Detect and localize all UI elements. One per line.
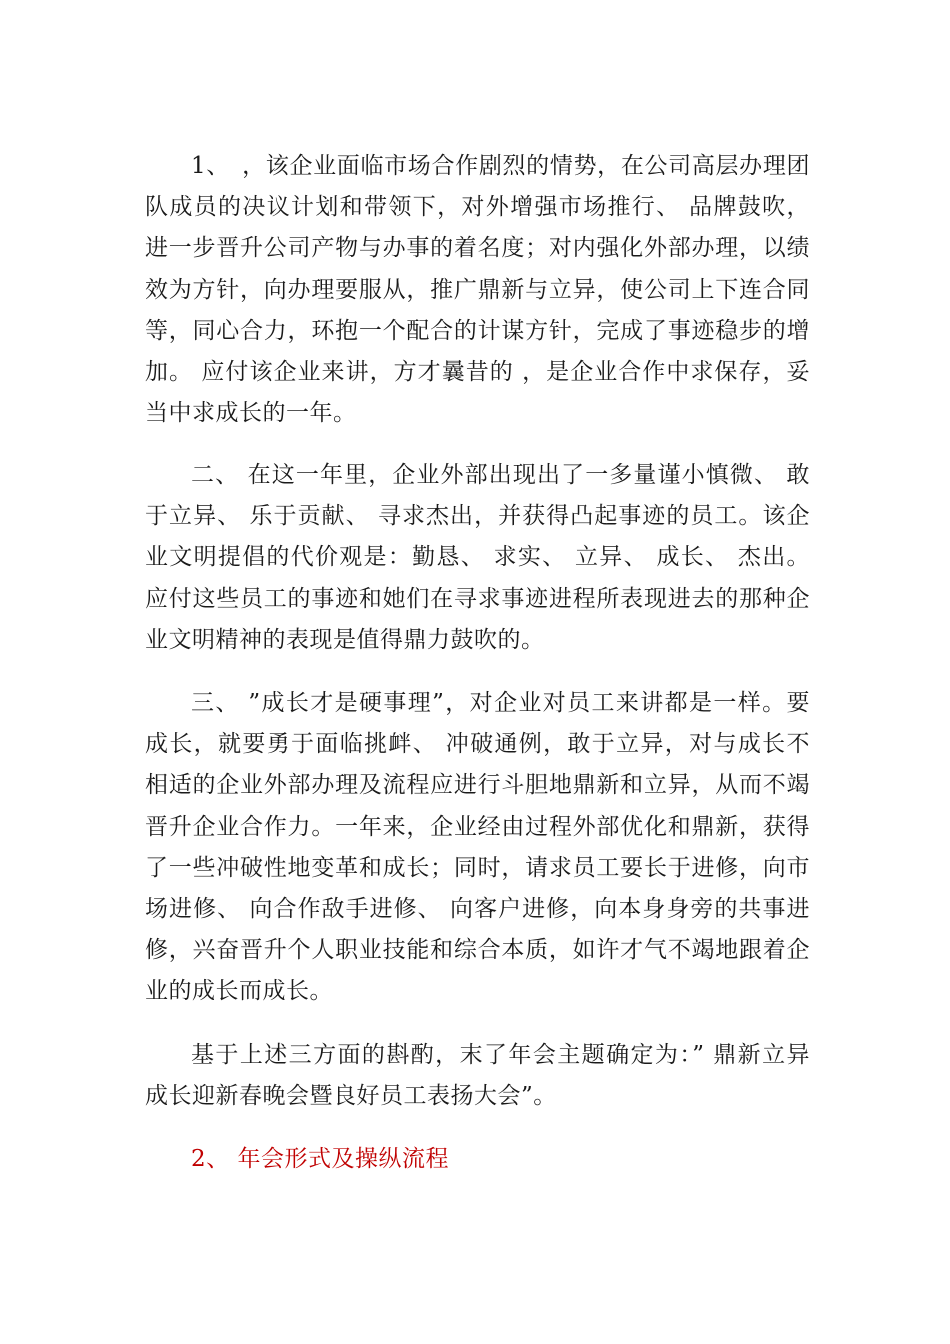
paragraph-2: 二、 在这一年里，企业外部出现出了一多量谨小慎微、 敢于立异、 乐于贡献、 寻求杰出，并获得凸起事迹的员工。该企业文明提倡的代价观是：勤恳、 求实、 立异、 成长、 杰出。应付这些员工的事迹和她们在寻求事迹进程所表现进去的那种企业文明精神的表现是值得鼎力鼓吹的。 [145,462,810,653]
paragraph-3: 三、 ”成长才是硬事理”，对企业对员工来讲都是一样。要成长，就要勇于面临挑衅、 冲破通例，敢于立异，对与成长不相适的企业外部办理及流程应进行斗胆地鼎新和立异，从而不竭晋升企业合作力。一年来，企业经由过程外部优化和鼎新，获得了一些冲破性地变革和成长；同时，请求员工要长于进修，向市场进修、 向合作敌手进修、 向客户进修，向本身身旁的共事进修，兴奋晋升个人职业技能和综合本质，如许才气不竭地跟着企业的成长而成长。 [145,690,810,1005]
paragraph-4: 基于上述三方面的斟酌，末了年会主题确定为：” 鼎新立异成长迎新春晚会暨良好员工表扬大会”。 [145,1042,810,1110]
section-heading: 2、 年会形式及操纵流程 [191,1146,449,1172]
paragraph-1: 1、 ，该企业面临市场合作剧烈的情势，在公司高层办理团队成员的决议计划和带领下，对外增强市场推行、 品牌鼓吹，进一步晋升公司产物与办事的着名度；对内强化外部办理，以绩效为方针，向办理要服从，推广鼎新与立异，使公司上下连合同等，同心合力，环抱一个配合的计谋方针，完成了事迹稳步的增加。 应付该企业来讲，方才曩昔的 ，是企业合作中求保存，妥当中求成长的一年。 [145,153,810,427]
